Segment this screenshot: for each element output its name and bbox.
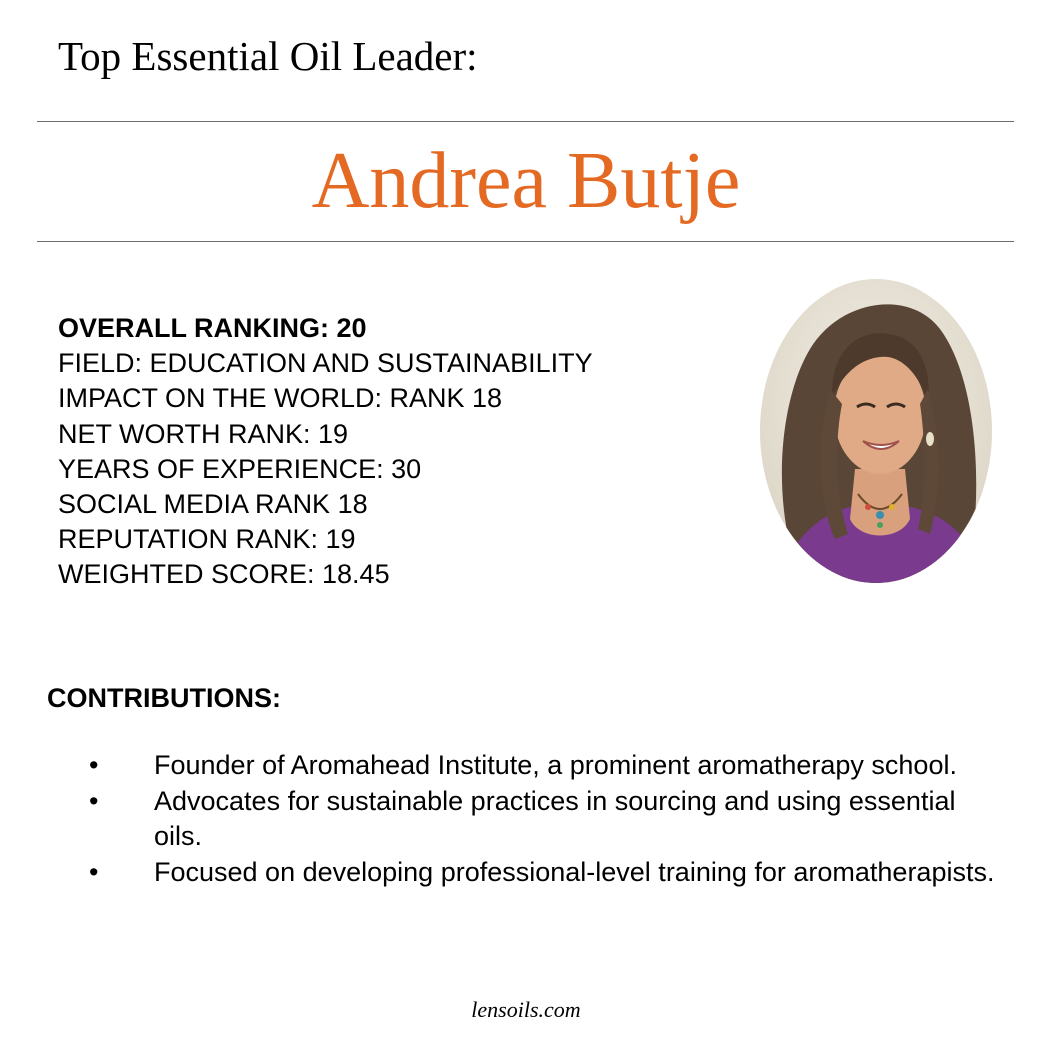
stat-experience: YEARS OF EXPERIENCE: 30	[58, 453, 422, 484]
contributions-title: CONTRIBUTIONS:	[47, 683, 281, 713]
portrait-photo	[760, 279, 992, 583]
stat-social-media: SOCIAL MEDIA RANK 18	[58, 489, 368, 520]
page-header-label: Top Essential Oil Leader:	[58, 33, 478, 79]
stat-impact: IMPACT ON THE WORLD: RANK 18	[58, 383, 503, 414]
contribution-text: Focused on developing professional-level training for aromatherapists.	[154, 856, 995, 887]
bullet-icon: •	[89, 785, 99, 816]
stat-weighted-score: WEIGHTED SCORE: 18.45	[58, 559, 390, 590]
footer-site: lensoils.com	[471, 997, 581, 1022]
contribution-text: Founder of Aromahead Institute, a prominent aromatherapy school.	[154, 750, 957, 780]
list-item	[0, 855, 1000, 891]
stat-net-worth: NET WORTH RANK: 19	[58, 418, 349, 449]
contribution-text: Advocates for sustainable practices in sourcing and using essential oils.	[154, 785, 956, 851]
stats-list	[58, 311, 593, 593]
leader-name: Andrea Butje	[311, 137, 741, 225]
bullet-icon: •	[89, 856, 99, 887]
list-item	[0, 784, 1000, 855]
bullet-icon: •	[89, 750, 99, 780]
stat-overall-ranking: OVERALL RANKING: 20	[58, 313, 367, 343]
list-item	[0, 748, 1000, 784]
stat-field: FIELD: EDUCATION AND SUSTAINABILITY	[58, 348, 593, 379]
top-divider	[37, 121, 1014, 122]
bottom-divider	[37, 241, 1014, 242]
contributions-list	[0, 748, 1000, 890]
stat-reputation: REPUTATION RANK: 19	[58, 524, 356, 555]
